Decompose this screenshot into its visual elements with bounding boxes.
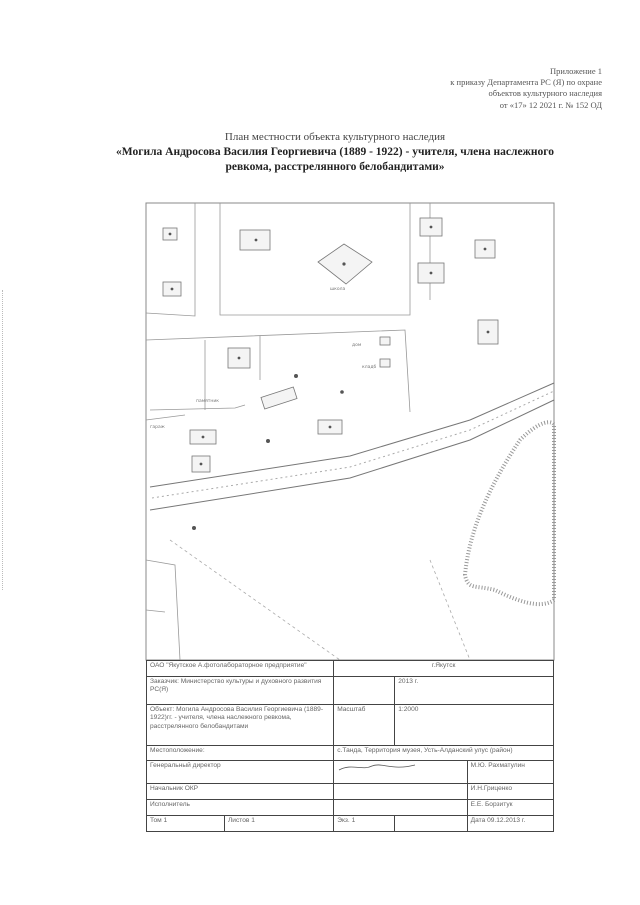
stamp-director-label: Генеральный директор bbox=[147, 761, 334, 784]
signature-mark bbox=[337, 762, 417, 772]
lower-left-lots bbox=[146, 560, 180, 660]
title-line-1: План местности объекта культурного наследия bbox=[224, 131, 446, 143]
buildings bbox=[163, 218, 498, 472]
stamp-sheets: Листов 1 bbox=[224, 816, 333, 832]
map-label-2: кладб bbox=[362, 365, 377, 370]
title-line-3: ревкома, расстрелянного белобандитами» bbox=[225, 161, 445, 173]
tracks bbox=[170, 540, 470, 660]
title-line-2: «Могила Андросова Василия Георгиевича (1889 - 1922) - учителя, члена наслежного bbox=[116, 146, 554, 158]
appendix-line-4: от «17» 12 2021 г. № 152 ОД bbox=[499, 99, 602, 110]
stamp-scale-value: 1:2000 bbox=[395, 704, 554, 745]
stamp-year: 2013 г. bbox=[395, 676, 554, 704]
map-label-4: памятник bbox=[196, 399, 220, 404]
stamp-volume: Том 1 bbox=[147, 816, 225, 832]
map-label-3: школа bbox=[330, 287, 346, 292]
stamp-chief-name: И.Н.Гриценко bbox=[467, 784, 553, 800]
title-stamp bbox=[146, 660, 554, 832]
map-label-1: дом bbox=[352, 343, 362, 348]
stamp-customer: Заказчик: Министерство культуры и духовного развития РС(Я) bbox=[147, 676, 334, 704]
stamp-location-value: с.Танда, Территория музея, Усть-Алданский улус (район) bbox=[334, 745, 554, 761]
map-label-5: гараж bbox=[150, 425, 165, 430]
stamp-executor-label: Исполнитель bbox=[147, 800, 334, 816]
stamp-location-label: Местоположение: bbox=[147, 745, 334, 761]
stamp-scale-label: Масштаб bbox=[334, 704, 395, 745]
stamp-director-name: М.Ю. Рахматулин bbox=[467, 761, 553, 784]
stamp-city: г.Якутск bbox=[334, 661, 554, 677]
ravine-outline bbox=[465, 422, 554, 604]
appendix-line-3: объектов культурного наследия bbox=[488, 88, 602, 99]
stamp-executor-name: Е.Е. Борзитук bbox=[467, 800, 553, 816]
stamp-chief-label: Начальник ОКР bbox=[147, 784, 334, 800]
stamp-date: Дата 09.12.2013 г. bbox=[467, 816, 553, 832]
stamp-copy: Экз. 1 bbox=[334, 816, 395, 832]
appendix-line-1: Приложение 1 bbox=[550, 66, 602, 76]
stamp-org: ОАО "Якутское А.фотолабораторное предприятие" bbox=[147, 661, 334, 677]
stamp-object: Объект: Могила Андросова Василия Георгиевича (1889-1922)гг. - учителя, члена наслежного ревкома, расстрелянного белобандитами bbox=[147, 704, 334, 745]
land-lots bbox=[146, 203, 430, 420]
appendix-line-2: к приказу Департамента РС (Я) по охране bbox=[450, 77, 602, 88]
